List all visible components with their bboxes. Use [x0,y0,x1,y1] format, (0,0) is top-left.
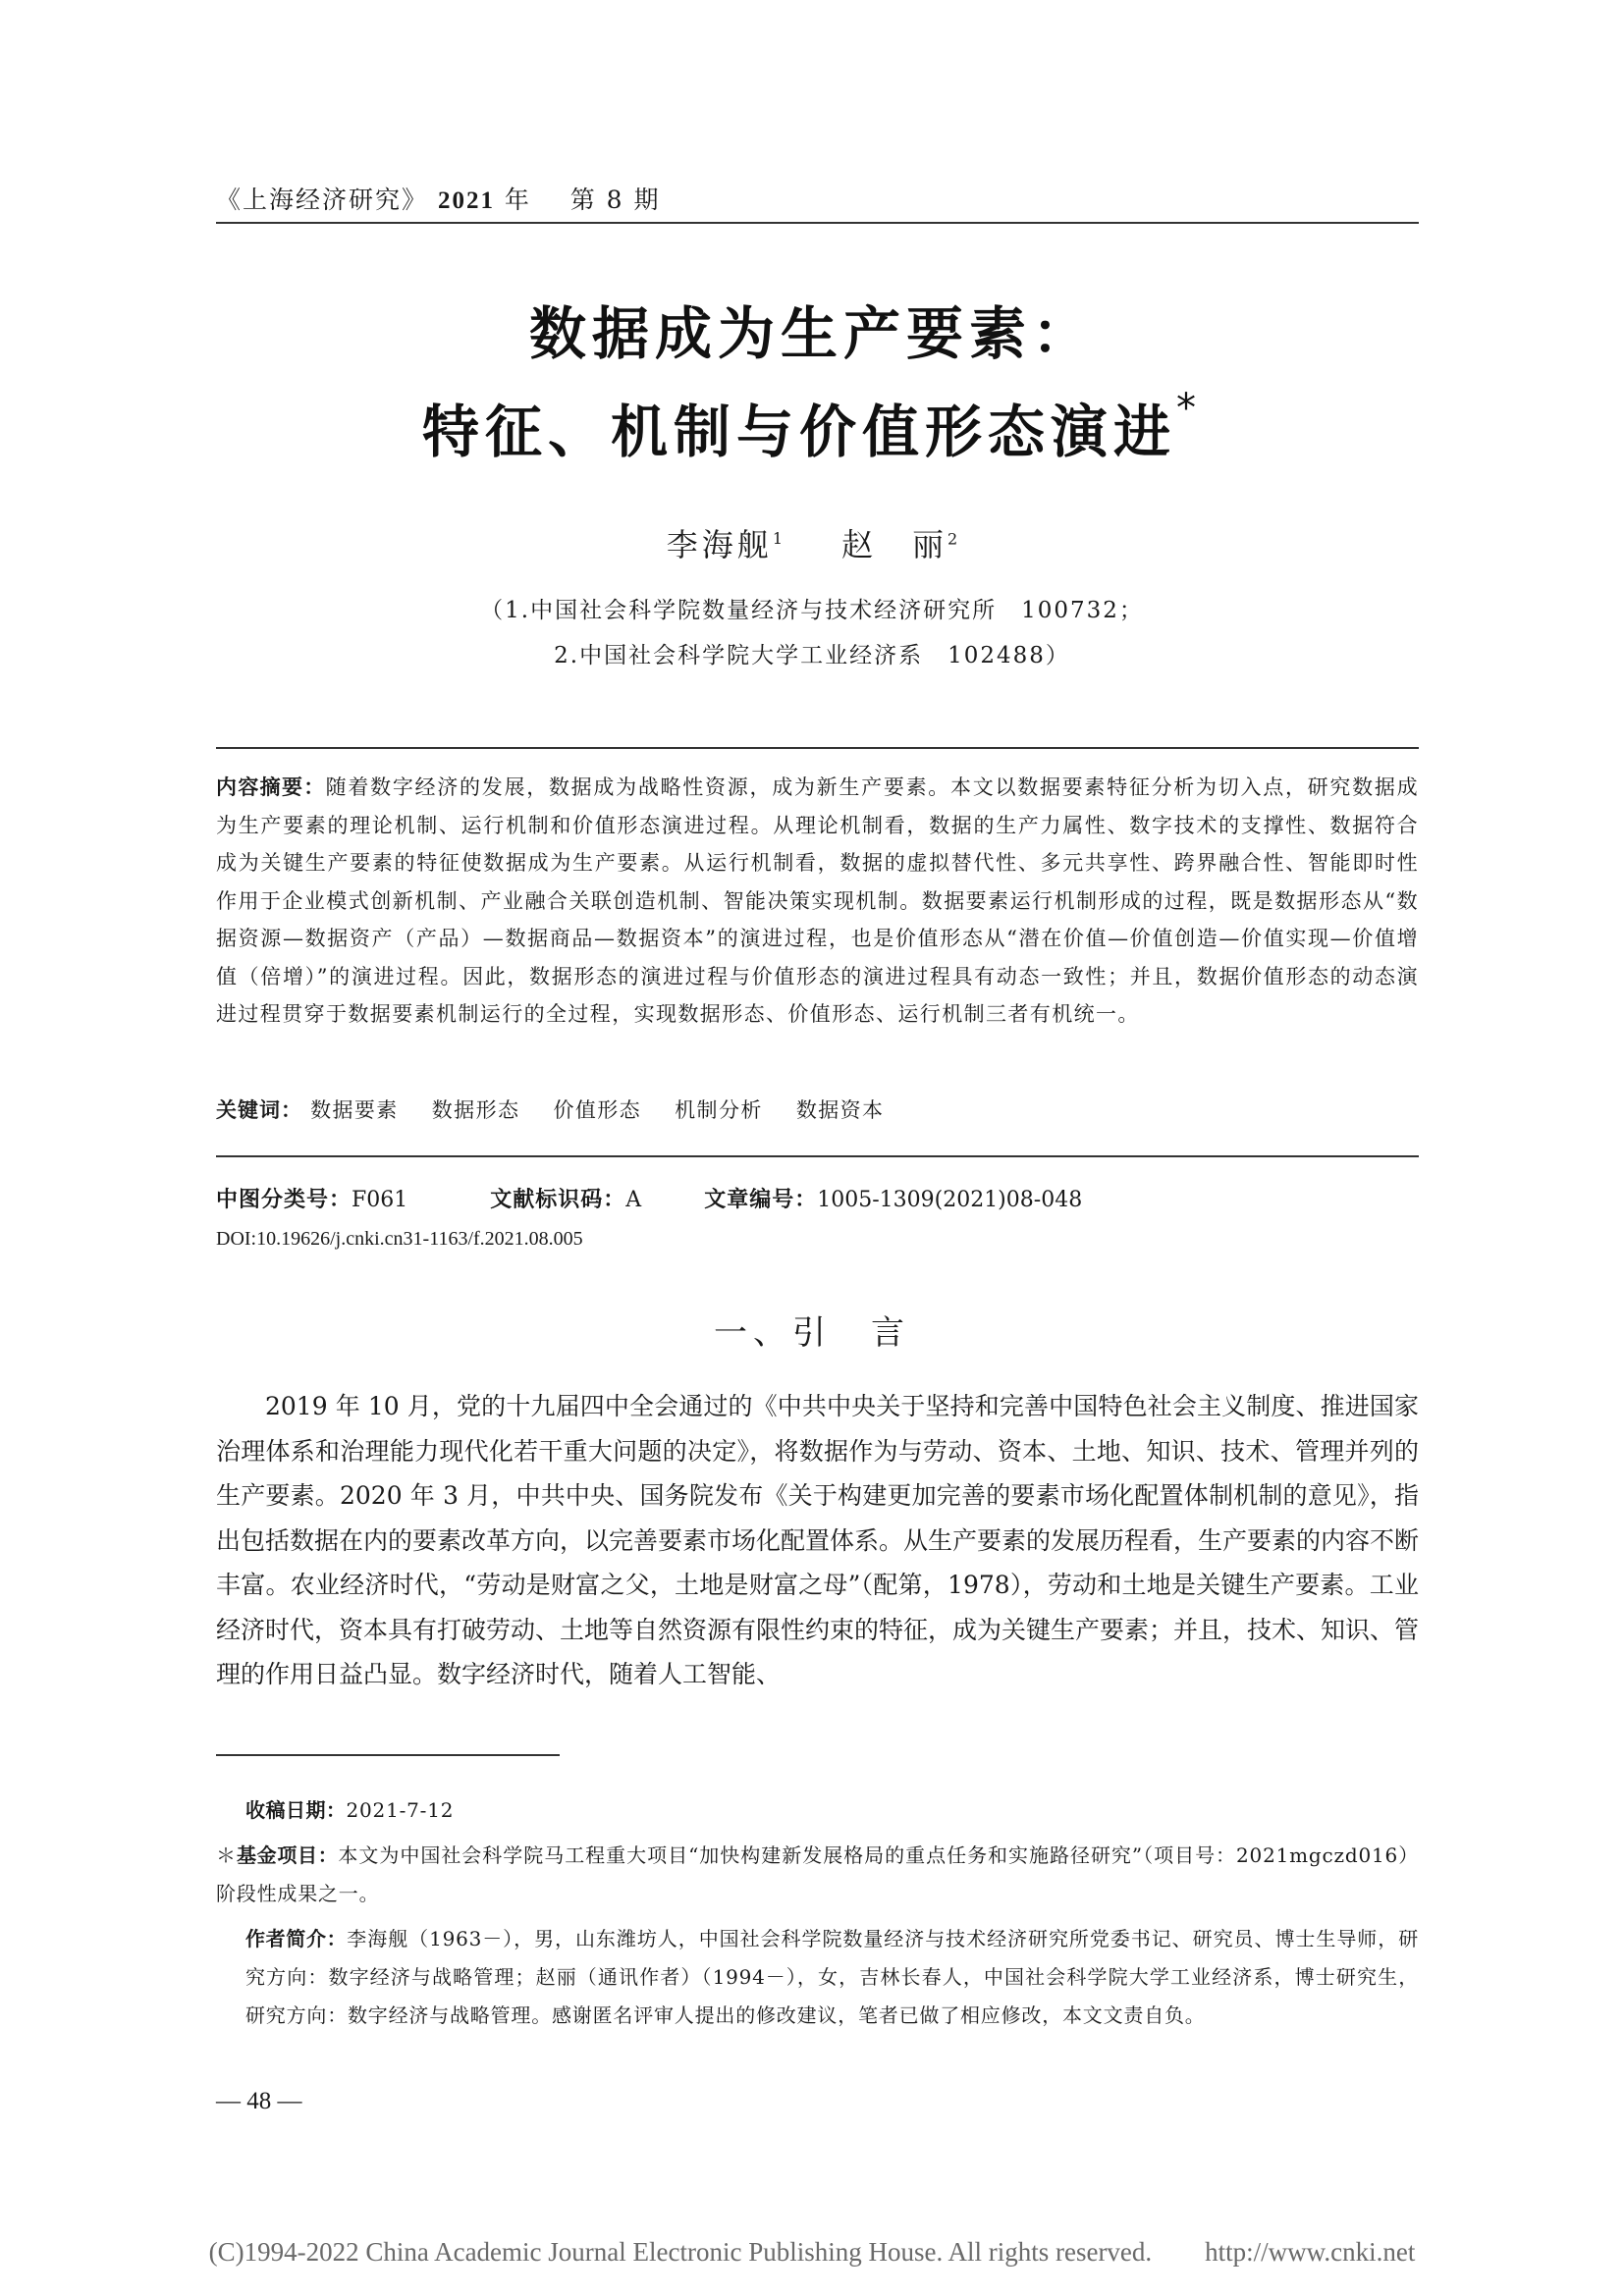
title-footnote-mark: * [1176,386,1202,431]
paper-title-line2 [0,386,1624,468]
keyword: 数据要素 [310,1098,399,1122]
author-bio-value: 李海舰（1963－），男，山东潍坊人，中国社会科学院数量经济与技术经济研究所党委书记、研究员、博士生导师，研究方向：数字经济与战略管理；赵丽（通讯作者）（1994－），女，吉林长春人，中国社会科学院大学工业经济系，博士研究生，研究方向：数字经济与战略管理。感谢匿名评审人提出的修改建议，笔者已做了相应修改，本文文责自负。 [245,1927,1419,2027]
doc-code-value: A [625,1188,642,1212]
paper-title-text: 特征、机制与价值形态演进 [421,399,1176,465]
paper-title-line1: 数据成为生产要素： [528,300,1095,367]
author-name: 李海舰 [666,526,773,563]
keywords [216,1095,909,1124]
abstract-label: 内容摘要： [216,775,326,799]
clc-label: 中图分类号： [216,1188,352,1212]
journal-name: 《上海经济研究》 [216,186,429,214]
classification-line [216,1183,1082,1213]
abstract-text: 随着数字经济的发展，数据成为战略性资源，成为新生产要素。本文以数据要素特征分析为切入点，研究数据成为生产要素的理论机制、运行机制和价值形态演进过程。从理论机制看，数据的生产力属性、数字技术的支撑性、数据符合成为关键生产要素的特征使数据成为生产要素。从运行机制看，数据的虚拟替代性、多元共享性、跨界融合性、智能即时性作用于企业模式创新机制、产业融合关联创造机制、智能决策实现机制。数据要素运行机制形成的过程，既是数据形态从“数据资源—数据资产（产品）—数据商品—数据资本”的演进过程，也是价值形态从“潜在价值—价值创造—价值实现—价值增值（倍增）”的演进过程。因此，数据形态的演进过程与价值形态的演进过程具有动态一致性；并且，数据价值形态的动态演进过程贯穿于数据要素机制运行的全过程，实现数据形态、价值形态、运行机制三者有机统一。 [216,775,1419,1026]
journal-year: 2021 [437,187,495,214]
fund-label: 基金项目： [236,1843,339,1867]
copyright-notice: (C)1994-2022 China Academic Journal Electronic Publishing House. All rights reserved. http://www.cnki.net [208,2237,1416,2267]
affiliation-line: （1.中国社会科学院数量经济与技术经济研究所 100732； [480,598,1144,623]
received-label: 收稿日期： [245,1798,347,1822]
footnote-rule [216,1754,560,1756]
abstract-bottom-rule [216,1155,1419,1157]
keyword: 数据形态 [431,1098,520,1122]
affiliation-line: 2.中国社会科学院大学工业经济系 102488） [554,643,1070,668]
fund-mark: ＊ [216,1843,237,1867]
doc-code-label: 文献标识码： [490,1188,626,1212]
article-no-label: 文章编号： [704,1188,818,1212]
journal-issue: 第 8 期 [569,186,661,214]
header-rule [216,222,1419,224]
fund-value: 本文为中国社会科学院马工程重大项目“加快构建新发展格局的重点任务和实施路径研究”（项目号：2021mgczd016）阶段性成果之一。 [216,1843,1419,1905]
footnote-received [216,1791,1419,1830]
section-heading: 一、引 言 [714,1313,910,1353]
article-no-value: 1005-1309(2021)08-048 [817,1188,1083,1212]
footnotes [216,1791,1419,2042]
author-name: 赵 丽 [841,526,948,563]
keyword: 价值形态 [553,1098,642,1122]
abstract-top-rule [216,747,1419,749]
author-bio-label: 作者简介： [245,1927,348,1950]
keyword: 机制分析 [675,1098,763,1122]
abstract [216,769,1419,1034]
author-affil-sup: 1 [772,529,783,549]
footnote-author [216,1920,1419,2035]
journal-header [216,181,661,216]
page-number: — 48 — [216,2088,302,2114]
keyword: 数据资本 [795,1098,885,1122]
keywords-label: 关键词： [216,1098,302,1122]
footnote-fund [216,1837,1419,1913]
author-affil-sup: 2 [947,529,958,549]
doi: DOI:10.19626/j.cnki.cn31-1163/f.2021.08.005 [216,1228,583,1250]
authors [0,520,1624,565]
received-value: 2021-7-12 [346,1798,455,1822]
body-paragraph: 2019 年 10 月，党的十九届四中全会通过的《中共中央关于坚持和完善中国特色社会主义制度、推进国家治理体系和治理能力现代化若干重大问题的决定》，将数据作为与劳动、资本、土地、知识、技术、管理并列的生产要素。2020 年 3 月，中共中央、国务院发布《关于构建更加完善的要素市场化配置体制机制的意见》，指出包括数据在内的要素改革方向，以完善要素市场化配置体系。从生产要素的发展历程看，生产要素的内容不断丰富。农业经济时代，“劳动是财富之父，土地是财富之母”（配第，1978），劳动和土地是关键生产要素。工业经济时代，资本具有打破劳动、土地等自然资源有限性约束的特征，成为关键生产要素；并且，技术、知识、管理的作用日益凸显。数字经济时代，随着人工智能、 [216,1392,1420,1688]
clc-value: F061 [352,1188,408,1212]
journal-year-unit: 年 [504,186,531,214]
